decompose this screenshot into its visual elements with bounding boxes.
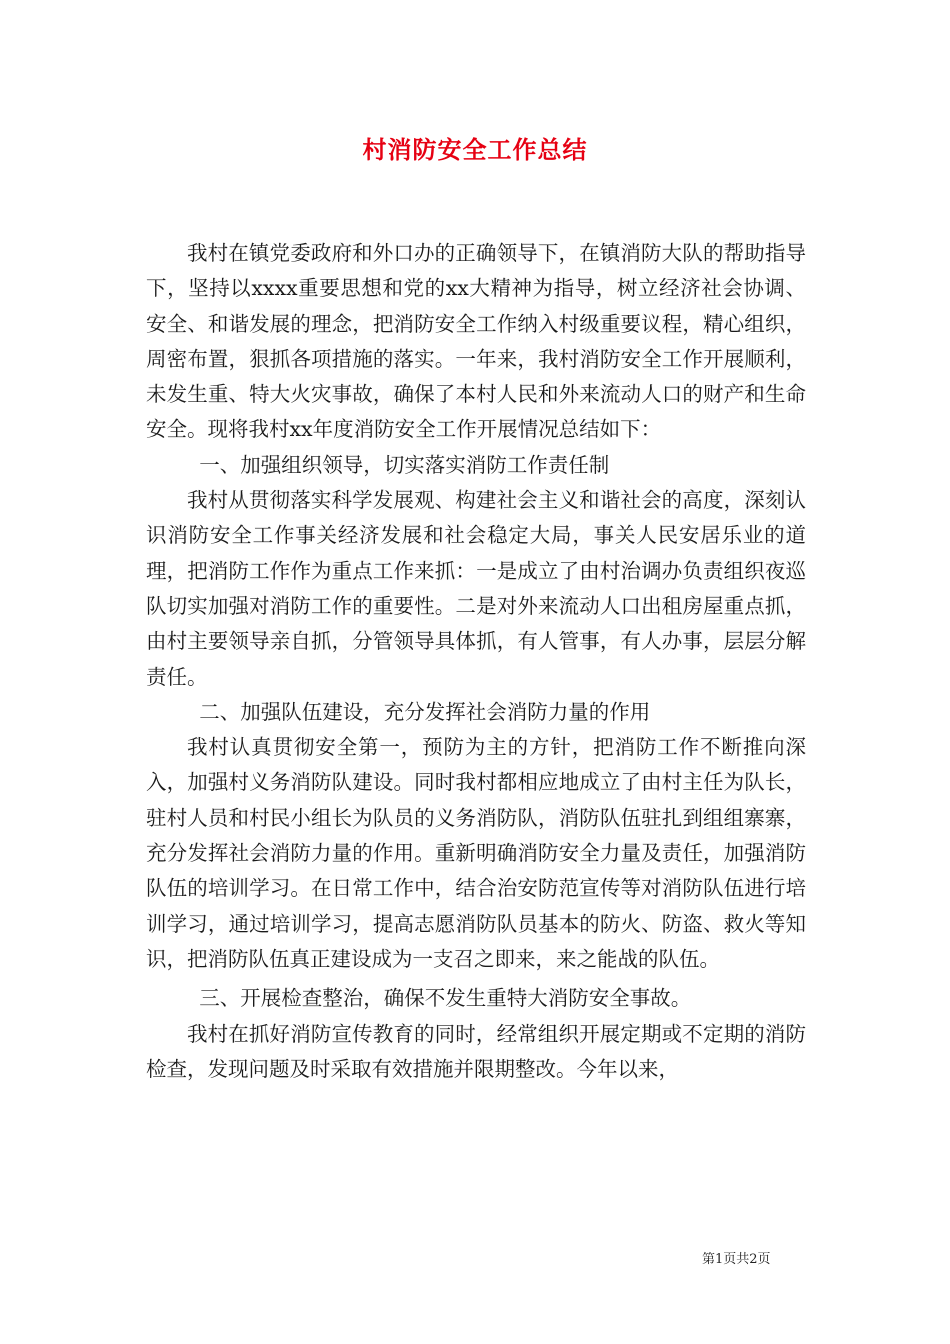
intro-paragraph: 我村在镇党委政府和外口办的正确领导下，在镇消防大队的帮助指导下，坚持以xxxx重要思想和党的xx大精神为指导，树立经济社会协调、安全、和谐发展的理念，把消防安全工作纳入村级重要议程，精心组织，周密布置，狠抓各项措施的落实。一年来，我村消防安全工作开展顺利，未发生重、特大火灾事故，确保了本村人民和外来流动人口的财产和生命安全。现将我村xx年度消防安全工作开展情况总结如下： — [146, 241, 806, 442]
section-1-paragraph: 我村从贯彻落实科学发展观、构建社会主义和谐社会的高度，深刻认识消防安全工作事关经济发展和社会稳定大局，事关人民安居乐业的道理，把消防工作作为重点工作来抓：一是成立了由村治调办负责组织夜巡队切实加强对消防工作的重要性。二是对外来流动人口出租房屋重点抓，由村主要领导亲自抓，分管领导具体抓，有人管事，有人办事，层层分解责任。 — [146, 488, 806, 689]
section-heading-1: 一、加强组织领导，切实落实消防工作责任制 — [199, 452, 610, 477]
section-heading-2: 二、加强队伍建设，充分发挥社会消防力量的作用 — [199, 699, 651, 724]
page-number: 第1页共2页 — [702, 1252, 771, 1267]
document-title: 村消防安全工作总结 — [362, 135, 588, 164]
section-3-paragraph: 我村在抓好消防宣传教育的同时，经常组织开展定期或不定期的消防检查，发现问题及时采取有效措施并限期整改。今年以来， — [146, 1021, 806, 1081]
section-heading-3: 三、开展检查整治，确保不发生重特大消防安全事故。 — [199, 986, 692, 1011]
document-body — [146, 236, 806, 1087]
section-2-paragraph: 我村认真贯彻安全第一，预防为主的方针，把消防工作不断推向深入，加强村义务消防队建设。同时我村都相应地成立了由村主任为队长，驻村人员和村民小组长为队员的义务消防队，消防队伍驻扎到组组寨寨，充分发挥社会消防力量的作用。重新明确消防安全力量及责任，加强消防队伍的培训学习。在日常工作中，结合治安防范宣传等对消防队伍进行培训学习，通过培训学习，提高志愿消防队员基本的防火、防盗、救火等知识，把消防队伍真正建设成为一支召之即来，来之能战的队伍。 — [146, 735, 806, 971]
